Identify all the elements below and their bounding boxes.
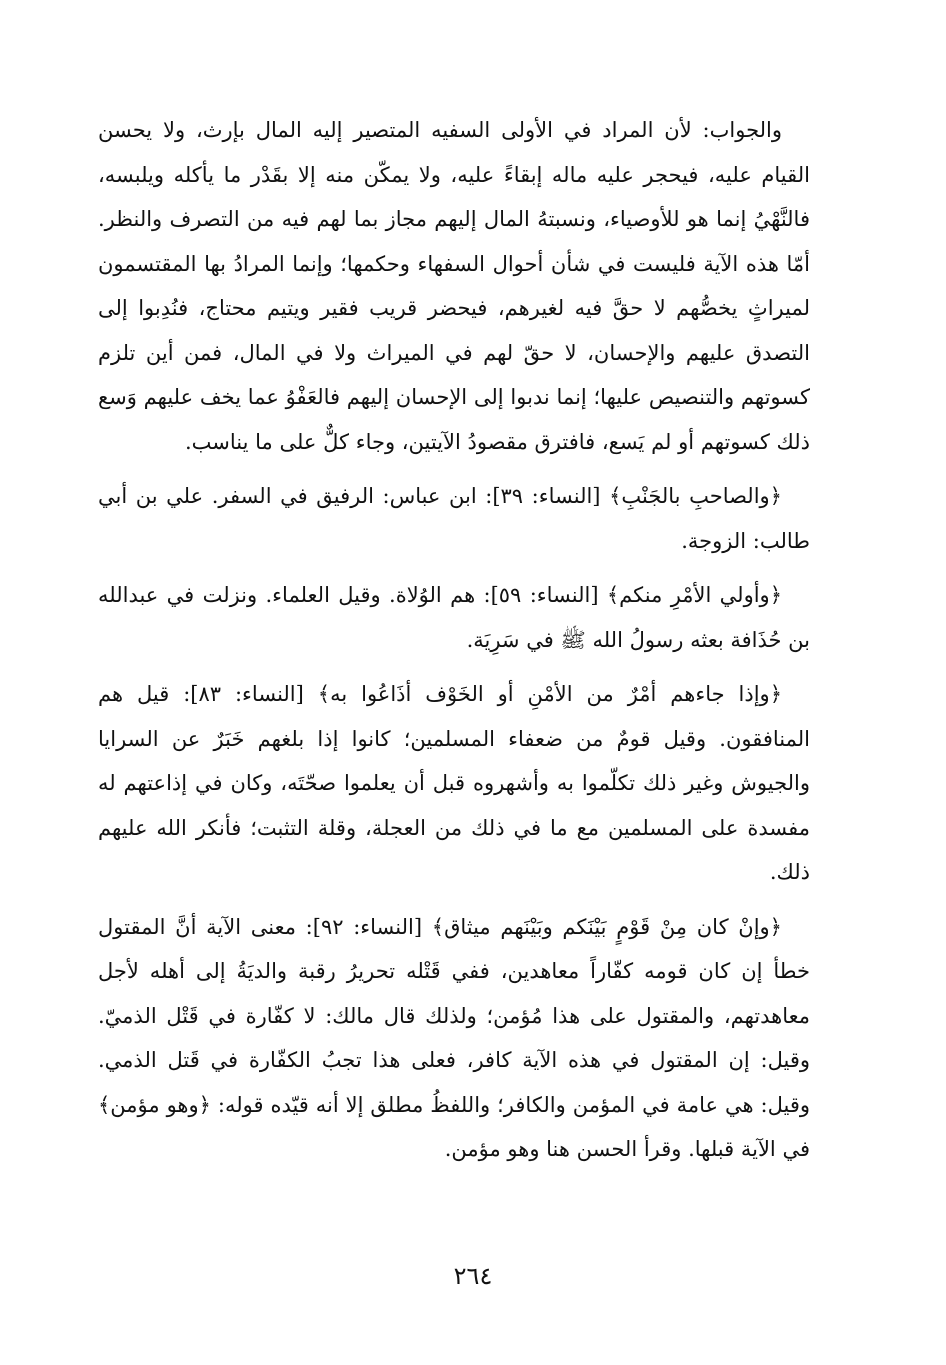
paragraph-companion: ﴿والصاحبِ بالجَنْبِ﴾ [النساء: ٣٩]: ابن عباس: الرفيق في السفر. علي بن أبي طالب: الزوجة. [98,484,810,553]
paragraph-answer: والجواب: لأن المراد في الأولى السفيه المتصير إليه المال بإرث، ولا يحسن القيام عليه، فيحجر عليه ماله إبقاءً عليه، ولا يمكّن منه إلا بقَدْر ما يأكله ويلبسه، فالنَّهْيُ إنما هو للأوصياء، ونسبتهُ المال إليهم مجاز بما لهم فيه من التصرف والنظر. أمّا هذه الآية فليست في شأن أحوال السفهاء وحكمها؛ وإنما المرادُ بها المقتسمون لميراثٍ يخصُّهم لا حقَّ فيه لغيرهم، فيحضر قريب فقير ويتيم محتاج، فنُدِبوا إلى التصدق عليهم والإحسان، لا حقّ لهم في الميراث ولا في المال، فمن أين تلزم كسوتهم والتنصيص عليها؛ إنما ندبوا إلى الإحسان إليهم فالعَفْوُ عما يخف عليهم وَسع ذلك كسوتهم أو لم يَسع، فافترق مقصودُ الآيتين، وجاء كلٌّ على ما يناسب. [98,118,810,454]
paragraph-covenant: ﴿وإنْ كان مِنْ قَوْمٍ بَيْنَكم وبَيْنَهم ميثاق﴾ [النساء: ٩٢]: معنى الآية أنَّ المقتول خطأ إن كان قومه كفّاراً معاهدين، ففي قَتْله تحريرُ رقبة والديَةُ إلى أهله لأجل معاهدتهم، والمقتول على هذا مُؤمن؛ ولذلك قال مالك: لا كفّارة في قَتْل الذميّ. وقيل: إن المقتول في هذه الآية كافر، فعلى هذا تجبُ الكفّارة في قَتل الذمي. وقيل: هي عامة في المؤمن والكافر؛ واللفظُ مطلق إلا أنه قيّده قوله: ﴿وهو مؤمن﴾ في الآية قبلها. وقرأ الحسن هنا وهو مؤمن. [98,914,810,1161]
page-number: ٢٦٤ [453,1262,493,1290]
page-body [98,108,810,1172]
paragraph-gap [98,563,810,573]
paragraph-gap [98,895,810,905]
paragraph-authority: ﴿وأولي الأمْرِ منكم﴾ [النساء: ٥٩]: هم الوُلاة. وقيل العلماء. ونزلت في عبدالله بن حُذَافة بعثه رسولُ الله ﷺ في سَرِيَة. [98,583,810,652]
paragraph-gap [98,662,810,672]
paragraph-news: ﴿وإذا جاءهم أمْرٌ من الأمْنِ أو الخَوْف أذَاعُوا به﴾ [النساء: ٨٣]: قيل هم المنافقون. وقيل قومٌ من ضعفاء المسلمين؛ كانوا إذا بلغهم خَبَرٌ عن السرايا والجيوش وغير ذلك تكلّموا به وأشهروه قبل أن يعلموا صحّتَه، وكان في إذاعتهم له مفسدة على المسلمين مع ما في ذلك من العجلة، وقلة التثبت؛ فأنكر الله عليهم ذلك. [98,682,810,884]
paragraph-gap [98,464,810,474]
